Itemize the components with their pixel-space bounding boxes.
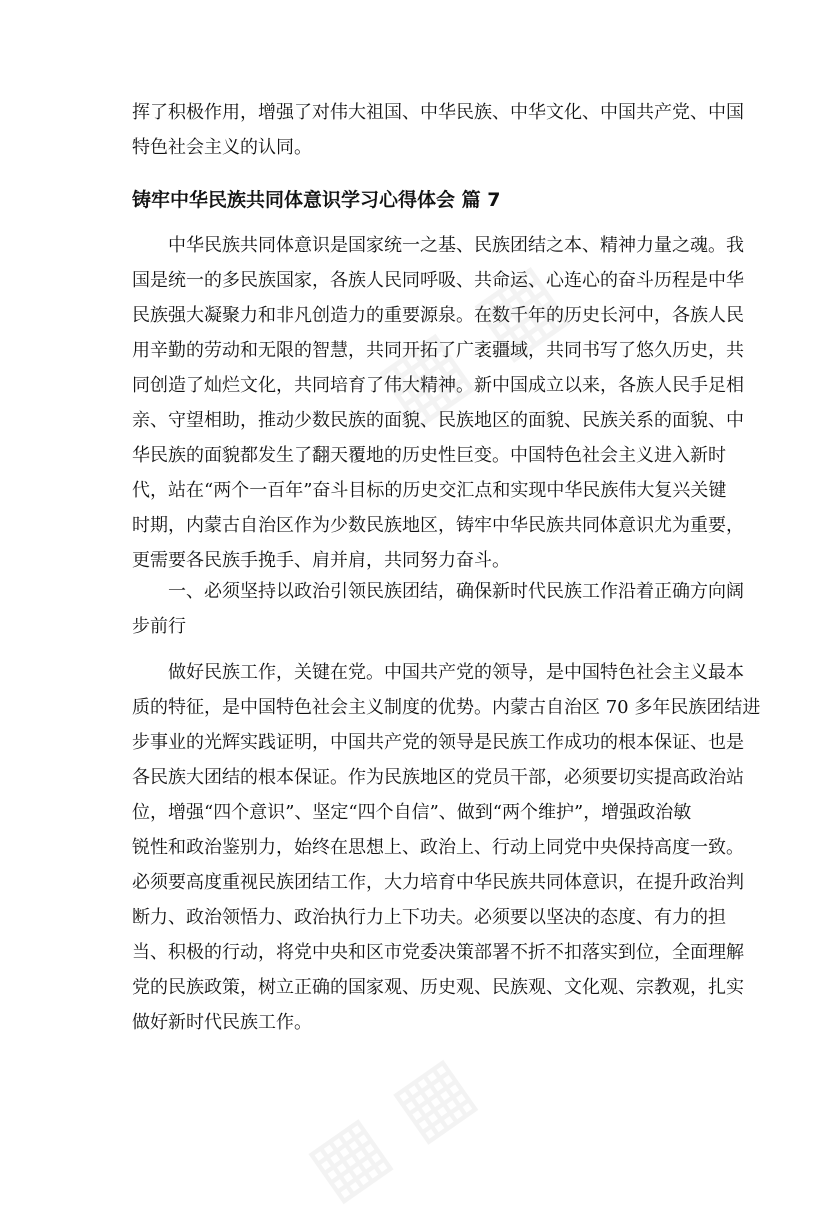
text-line: 民族强大凝聚力和非凡创造力的重要源泉。在数千年的历史长河中，各族人民 [132,305,744,326]
text-line: 步事业的光辉实践证明，中国共产党的领导是民族工作成功的根本保证、也是 [132,732,744,753]
text-line: 更需要各民族手挽手、肩并肩，共同努力奋斗。 [132,550,510,571]
watermark-graphic-bottom [290,1037,490,1216]
text-line: 做好新时代民族工作。 [132,1012,312,1033]
continuation-paragraph [132,95,744,165]
text-line: 一、必须坚持以政治引领民族团结，确保新时代民族工作沿着正确方向阔 [168,581,744,602]
text-line: 代，站在“两个一百年”奋斗目标的历史交汇点和实现中华民族伟大复兴关键 [132,480,727,501]
text-line: 特色社会主义的认同。 [132,137,312,158]
intro-paragraph [132,228,744,578]
text-line: 同创造了灿烂文化，共同培育了伟大精神。新中国成立以来，各族人民手足相 [132,375,744,396]
text-line: 做好民族工作，关键在党。中国共产党的领导，是中国特色社会主义最本 [168,662,744,683]
text-line: 各民族大团结的根本保证。作为民族地区的党员干部，必须要切实提高政治站 [132,767,744,788]
text-line: 当、积极的行动，将党中央和区市党委决策部署不折不扣落实到位，全面理解 [132,942,744,963]
text-line: 断力、政治领悟力、政治执行力上下功夫。必须要以坚决的态度、有力的担 [132,907,726,928]
text-line: 用辛勤的劳动和无限的智慧，共同开拓了广袤疆域，共同书写了悠久历史，共 [132,340,744,361]
text-line: 华民族的面貌都发生了翻天覆地的历史性巨变。中国特色社会主义进入新时 [132,445,726,466]
text-line: 位，增强“四个意识”、坚定“四个自信”、做到“两个维护”，增强政治敏 [132,802,692,823]
text-line: 中华民族共同体意识是国家统一之基、民族团结之本、精神力量之魂。我 [168,235,744,256]
text-line: 步前行 [132,616,186,637]
section-heading: 铸牢中华民族共同体意识学习心得体会 篇 7 [132,189,501,211]
text-line: 挥了积极作用，增强了对伟大祖国、中华民族、中华文化、中国共产党、中国 [132,102,744,123]
text-line: 锐性和政治鉴别力，始终在思想上、政治上、行动上同党中央保持高度一致。 [132,837,744,858]
body-paragraph [132,655,761,1040]
section-subheading [132,574,744,644]
text-line: 亲、守望相助，推动少数民族的面貌、民族地区的面貌、民族关系的面貌、中 [132,410,744,431]
text-line: 国是统一的多民族国家，各族人民同呼吸、共命运、心连心的奋斗历程是中华 [132,270,744,291]
text-line: 质的特征，是中国特色社会主义制度的优势。内蒙古自治区 70 多年民族团结进 [132,697,761,718]
text-line: 党的民族政策，树立正确的国家观、历史观、民族观、文化观、宗教观，扎实 [132,977,744,998]
text-line: 时期，内蒙古自治区作为少数民族地区，铸牢中华民族共同体意识尤为重要， [132,515,744,536]
text-line: 必须要高度重视民族团结工作，大力培育中华民族共同体意识，在提升政治判 [132,872,744,893]
